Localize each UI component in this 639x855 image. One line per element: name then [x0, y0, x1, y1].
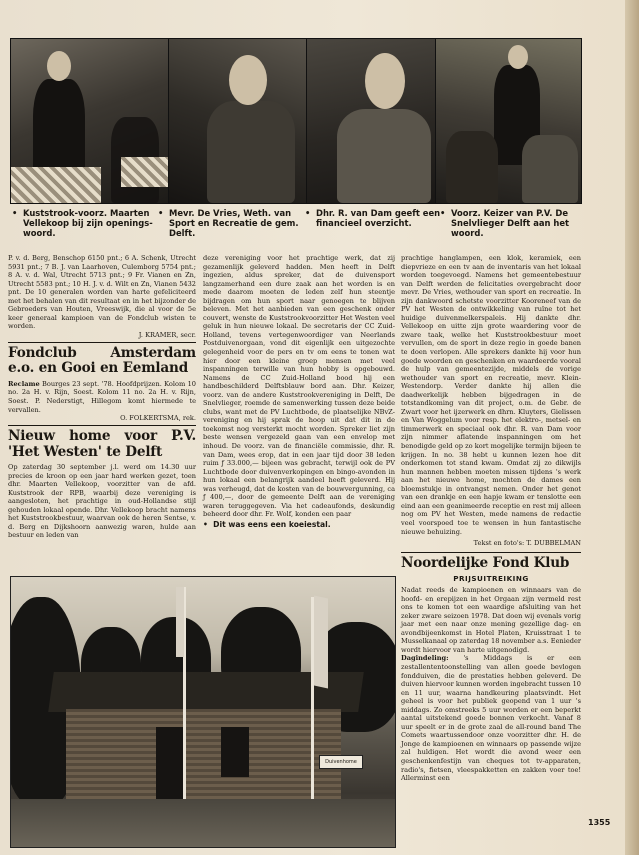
home-heading: Nieuw home voor P.V. 'Het Westen' te Delft: [8, 428, 196, 460]
person-figure: [446, 131, 498, 203]
divider: [8, 425, 196, 426]
nfk-schedule-label: Dagindeling:: [401, 654, 449, 663]
results-signature: J. KRAMER, secr.: [138, 330, 196, 339]
photo-caption: [305, 208, 444, 228]
photo-caption-koeiestal: [203, 521, 395, 530]
page-number: 1355: [588, 818, 611, 827]
home-final-paragraph: prachtige hanglampen, een klok, keramiek, een diepvrieze en een tv aan de inventaris van het lokaal worden toegevoegd. Namens het gemeentebestuur van Delft werden de felicitaties overgebracht door mevr. De Vries, wethouder van sport en recreatie. In zijn dankwoord schetste voorzitter Kooreneef van de PV het Westen de ontwikkeling van ruïne tot het huidige duivenmelkerspaleis. Hij dankte dhr. Vellekoop en uitte zijn grote waardering voor de zware taak, welke het Kuststrookbestuur moet vervullen, om de sport in deze regio in goede banen te doen verlopen. Alle sprekers dankte hij voor hun goede woorden en geschenken en waardeerde vooral de hulp van gemeentezijde, middels de vorige wethouder van sport en recreatie, mevr. Klein-Westendorp. Verder dankte hij allen die daadwerkelijk hebben bijgedragen in de totstandkoming van dit project, o.m. de Gebr. de Zwart voor het ijzerwerk en dhrn. Kluyters, Gielissen en Van Woggelum voor resp. het elektro-, metsel- en timmerwerk en speciaal ook dhr. R. van Dam voor zijn nimmer aflatende inspanningen om het benodigde geld op zo kort mogelijke termijn bijeen te krijgen. In no. 38 hebt u kunnen lezen hoe dit onderkomen tot stand kwam. Omdat zij zo dikwijls hun mannen hebben moeten missen tijdens 's werk aan het nieuwe home, mochten de dames een bloemstukje in ontvangst nemen. Onder het genot van een drankje en een hapje kwam er tenslotte een eind aan een geanimeerde receptie en rest mij alleen nog om PV het Westen, mede namens de redactie veel voorspoed toe te wensen in hun fantastische nieuwe behuizing.: [401, 254, 581, 536]
ground: [11, 799, 395, 847]
page-spine: [625, 0, 639, 855]
nfk-paragraph: Nadat reeds de kampioenen en winnaars van de hoofd- en erepijzen in het Orgaan zijn vermeld rest ons te komen tot een waardige afsluiting van het zeker zware seizoen 1978. Dat doen wij evenals vorig jaar met een naar onze mening gezellige dag- en avondbijeenkomst in Hotel Platen, Kruisstraat 1 te Musselkanaal op zaterdag 18 november a.s. Eenieder wordt hiervoor van harte uitgenodigd.: [401, 586, 581, 654]
caption-text: Voorz. Keizer van P.V. De Snelvlieger Delft aan het woord.: [451, 208, 570, 238]
nfk-schedule-paragraph: [401, 654, 581, 782]
home-paragraph: Op zaterdag 30 september j.l. werd om 14.30 uur precies de kroon op een jaar hard werken gezet, toen dhr. Maarten Vellekoop, voorzitter van de afd. Kuststrook der RPB, waarbij deze vereniging is aangesloten, het prachtige in oud-Hollandse stijl gehouden lokaal opende. Dhr. Vellekoop bracht namens het Kuststrookbestuur, waarvan ook de heren Sentse, v. d. Berg en Dijkshoorn aanwezig waren, hulde aan bestuur en leden van: [8, 463, 196, 540]
table-cloth: [121, 157, 168, 187]
photo-caption: [12, 208, 163, 238]
caption-text: Mevr. De Vries, Weth. van Sport en Recreatie de gem. Delft.: [169, 208, 299, 238]
caption-text: Dhr. R. van Dam geeft een financieel overzicht.: [316, 208, 441, 228]
photo-van-dam: [306, 38, 436, 204]
photo-clubhouse: [10, 576, 396, 848]
person-head: [47, 51, 71, 81]
person-head: [508, 45, 528, 69]
person-head: [229, 55, 267, 105]
photo-caption: [158, 208, 304, 238]
clubhouse-door: [156, 727, 186, 799]
caption-bullet: •: [158, 208, 164, 218]
photo-caption: [440, 208, 591, 238]
photo-keizer: [435, 38, 582, 204]
caption-bullet: •: [12, 208, 18, 218]
person-figure: [337, 109, 431, 203]
fondclub-signature: O. FOLKERTSMA, rek.: [120, 414, 196, 423]
home-continued-paragraph: deze vereniging voor het prachtige werk, dat zij gezamenlijk geleverd hadden. Men heeft in Delft ingezien, aldus spreker, dat de duivensport langzamerhand een dure zaak aan het worden is en mede daarom moeten de leden zelf hun steentje bijdragen om hun sport naar genoegen te blijven beleven. Met het aanbieden van een geschenk onder couvert, wenste de Kuststrookvoorzitter Het Westen veel geluk in hun nieuwe lokaal. De secretaris der CC Zuid-Holland, tevens vertegenwoordiger van Neerlands Postduivenorgaan, vond dit eigenlijk een uitgezochte gelegenheid voor de pers en tv om eens te tonen wat hier door een kleine groep mensen met veel inspanningen terwille van hun hobby is opgebouwd. Namens de CC Zuid-Holland bood hij een handbeschilderd Delftsblauw bord aan. Dhr. Keizer, voorz. van de andere Kuststrookvereniging in Delft, De Snelvlieger, roemde de samenwerking tussen deze beide clubs, want met de PV Luchtbode, de plaatselijke NBvZ-vereniging en hij sprak de hoop uit dat dit in de toekomst nog versterkt mocht worden. Spreker liet zijn beste wensen vergezeld gaan van een envelop met inhoud. De voorz. van de financiële commissie, dhr. R. van Dam, wees erop, dat in een jaar tijd door 38 leden ruim ƒ 33.000,— bijeen was gebracht, terwijl ook de PV Luchtbode door duivenverkopingen en bingo-avonden in hun lokaal een belangrijk aandeel heeft geleverd. Hij was verheugd, dat de kosten van de bouwvergunning, ca ƒ 400,—, door de gemeente Delft aan de vereniging waren teruggegeven. Via het cadeaufonds, deskundig beheerd door dhr. Fr. Wolf, konden een paar: [203, 254, 395, 519]
fondclub-text: Bourges 23 sept. '78. Hoofdprijzen. Kolom 10 no. 2a H. v. Rijn, Soest. Kolom 11 no. 2a H. v. Rijn, Soest. P. Nederstigt, Hillegom komt hiermede te vervallen.: [8, 379, 196, 414]
photo-vellekoop: [10, 38, 169, 204]
caption-bullet: •: [203, 519, 208, 529]
photo-de-vries: [168, 38, 307, 204]
person-head: [365, 53, 405, 109]
nfk-subheading: PRIJSUITREIKING: [453, 573, 529, 583]
caption-text: Kuststrook-voorz. Maarten Vellekoop bij zijn openings-woord.: [23, 208, 153, 238]
flag: [314, 596, 328, 689]
table-cloth: [11, 167, 101, 203]
results-paragraph: P. v. d. Berg, Benschop 6150 pnt.; 6 A. Schenk, Utrecht 5931 pnt.; 7 B. J. van Laarhoven, Culemborg 5754 pnt.; 8 A. v. d. Wal, Utrecht 5713 pnt.; 9 Fr. Vianen en Zn, Utrecht 5583 pnt.; 10 H. J. v. d. Wilt en Zn, Vianen 5432 pnt. De 10 generalen worden van harte gefeliciteerd met het behalen van dit resultaat en in het bijzonder de Gebroeders van Houten, Vreeswijk, die al voor de 5e keer generaal kampioen van de Fondclub wisten te worden.: [8, 254, 196, 331]
clubhouse-sign: Duivenhome: [319, 755, 363, 769]
column-2: [203, 254, 395, 530]
person-figure: [207, 101, 295, 203]
article-credit: Tekst en foto's: T. DUBBELMAN: [473, 539, 581, 548]
clubhouse-wall: [66, 709, 341, 799]
fondclub-heading: Fondclub Amsterdam e.o. en Gooi en Eemland: [8, 344, 196, 377]
person-figure: [522, 135, 578, 203]
flag: [176, 587, 184, 657]
divider: [401, 552, 581, 553]
nfk-heading: Noordelijke Fond Klub: [401, 555, 570, 572]
nfk-schedule-text: 's Middags is er een zestallententoonstelling van allen goede bevlogen fondduiven, die de prestaties hebben geleverd. De duiven hiervoor kunnen worden ingebracht tussen 10 en 11 uur, waarna handkeuring plaatsvindt. Het geheel is voor het publiek geopend van 1 uur 's middags. Zo omstreeks 5 uur worden er een beperkt aantal uitstekend goede bonnen verkocht. Vanaf 8 uur speelt er in de grote zaal de all-round band The Comets waartussendoor onze voorzitter dhr. H. de Jonge de kampioenen en winnaars op passende wijze zal huldigen. Het wordt die avond weer een geschenkenfestijn van cheques tot tv-apparaten, radio's, fietsen, vleespakketten en zakken voer toe! Allerminst een: [401, 654, 581, 783]
column-3: [401, 254, 581, 783]
column-1: [8, 254, 196, 540]
caption-bullet: •: [305, 208, 311, 218]
divider: [8, 342, 196, 343]
clubhouse-window: [221, 727, 249, 777]
caption-text: Dit was eens een koeiestal.: [213, 519, 331, 529]
fondclub-paragraph: [8, 380, 196, 414]
fondclub-label: Reclame: [8, 379, 40, 388]
caption-bullet: •: [440, 208, 446, 218]
